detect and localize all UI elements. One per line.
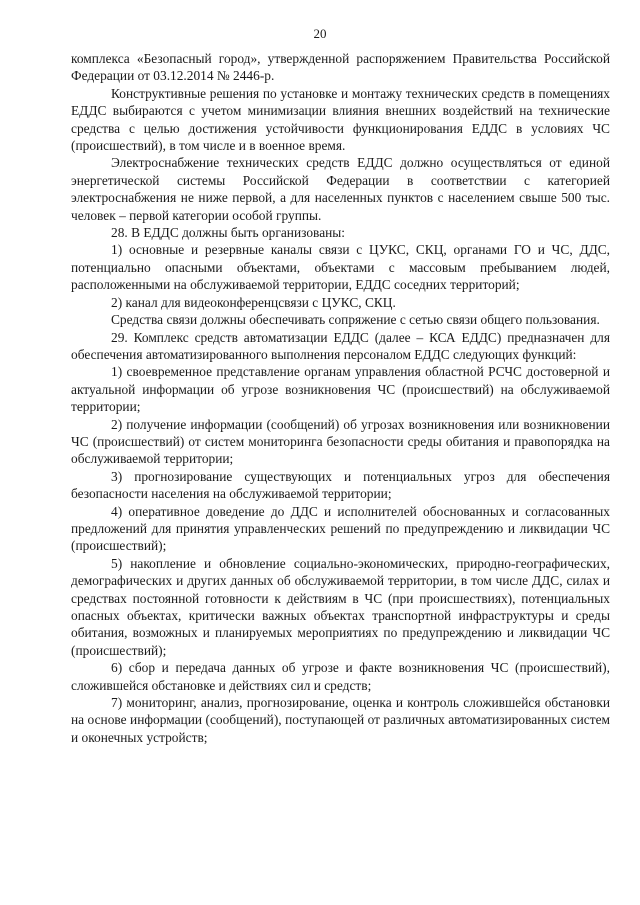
- clause-29-item-3: 3) прогнозирование существующих и потенциальных угроз для обеспечения безопасности населения на обслуживаемой территории;: [71, 468, 610, 502]
- clause-29-item-4: 4) оперативное доведение до ДДС и исполнителей обоснованных и согласованных предложений для принятия управленческих решений по предупреждению и ликвидации ЧС (происшествий);: [71, 503, 610, 554]
- clause-28-heading: 28. В ЕДДС должны быть организованы:: [111, 225, 346, 241]
- paragraph-continuation: комплекса «Безопасный город», утвержденной распоряжением Правительства Российской Федерации от 03.12.2014 № 2446-р.: [71, 51, 610, 84]
- document-body: [71, 50, 610, 746]
- clause-29-item-7: 7) мониторинг, анализ, прогнозирование, оценка и контроль сложившейся обстановки на основе информации (сообщений), поступающей от различных автоматизированных систем и оконечных устройств;: [71, 695, 610, 745]
- paragraph-constructive-solutions: Конструктивные решения по установке и монтажу технических средств в помещениях ЕДДС выбираются с учетом минимизации влияния внешних воздействий на технические средства с целью достижения устойчивости функционирования ЕДДС в условиях ЧС (происшествий), в том числе и в военное время.: [71, 85, 610, 154]
- page-number: 20: [313, 26, 327, 41]
- paragraph-communication-means: Средства связи должны обеспечивать сопряжение с сетью связи общего пользования.: [111, 312, 600, 328]
- clause-29-item-6: 6) сбор и передача данных об угрозе и факте возникновения ЧС (происшествий), сложившейся обстановке и действиях сил и средств;: [71, 660, 610, 693]
- clause-29-item-1: 1) своевременное представление органам управления областной РСЧС достоверной и актуальной информации об угрозе возникновения ЧС (происшествий) на обслуживаемой территории;: [71, 364, 610, 415]
- clause-28-item-1: 1) основные и резервные каналы связи с ЦУКС, СКЦ, органами ГО и ЧС, ДДС, потенциально опасными объектами, объектами с массовым пребыванием людей, расположенными на обслуживаемой территории, ЕДДС соседних территорий;: [71, 242, 610, 293]
- clause-29-heading: 29. Комплекс средств автоматизации ЕДДС (далее – КСА ЕДДС) предназначен для обеспечения автоматизированного выполнения персоналом ЕДДС следующих функций:: [71, 329, 610, 362]
- clause-28-item-2: 2) канал для видеоконференцсвязи с ЦУКС, СКЦ.: [111, 294, 396, 310]
- clause-29-item-5: 5) накопление и обновление социально-экономических, природно-географических, демографических и других данных об обслуживаемой территории, в том числе ДДС, силах и средствах постоянной готовности к действиям в ЧС (при происшествиях), потенциальных опасных объектах, критически важных объектах транспортной инфраструктуры и среды обитания, возможных и планируемых мероприятиях по предупреждению и ликвидации ЧС (происшествий);: [71, 555, 610, 658]
- paragraph-power-supply: Электроснабжение технических средств ЕДДС должно осуществляться от единой энергетической системы Российской Федерации в соответствии с категорией электроснабжения не ниже первой, а для населенных пунктов с населением свыше 500 тыс. человек – первой категории особой группы.: [71, 155, 610, 223]
- clause-29-item-2: 2) получение информации (сообщений) об угрозах возникновения или возникновении ЧС (происшествий) от систем мониторинга безопасности среды обитания и правопорядка на обслуживаемой территории;: [71, 416, 610, 467]
